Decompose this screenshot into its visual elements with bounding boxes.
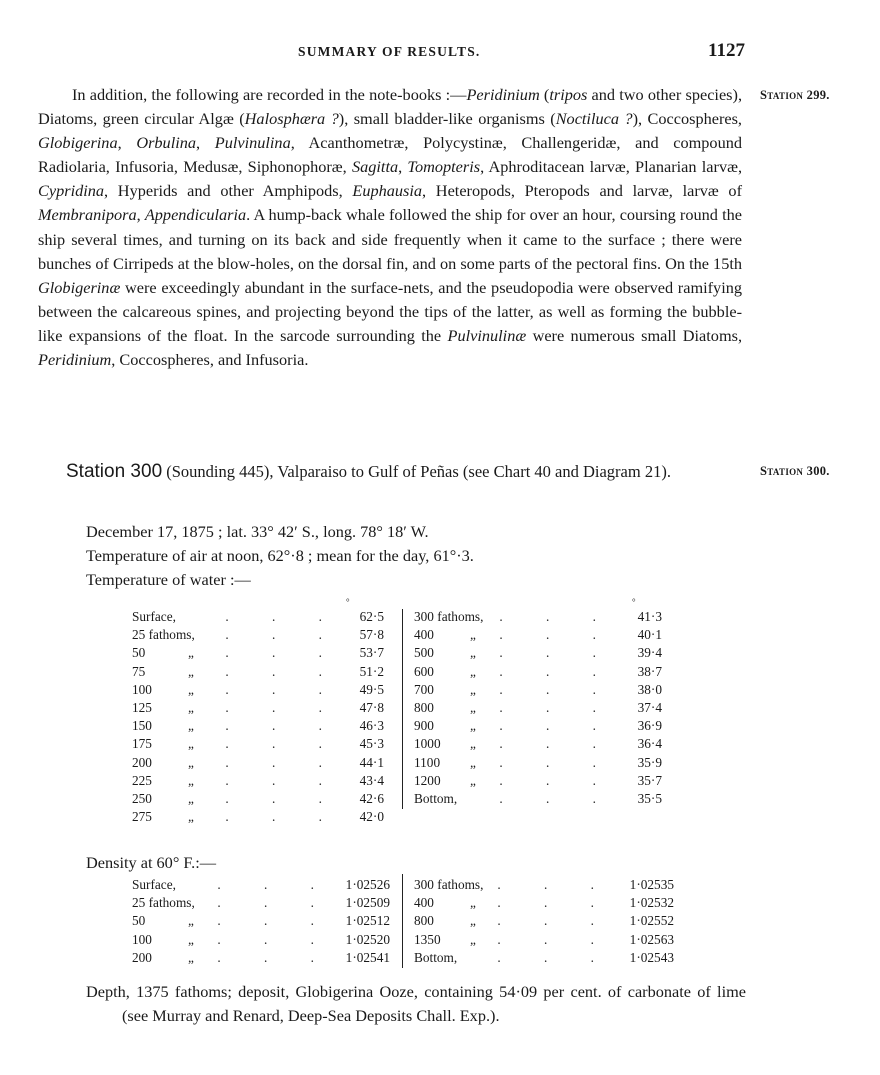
station-299-paragraph xyxy=(38,83,742,372)
depth-cell: 25 fathoms, xyxy=(132,627,195,643)
value-cell: 35·9 xyxy=(637,754,662,770)
leader-dots: . . . xyxy=(225,718,342,734)
value-cell: 1·02509 xyxy=(345,895,390,911)
depth-cell: 200 xyxy=(132,949,152,965)
leader-dots: . . . xyxy=(225,754,342,770)
leader-dots: . . . xyxy=(217,913,334,929)
leader-dots: . . . xyxy=(499,791,616,807)
ditto-cell: „ xyxy=(188,718,194,734)
depth-cell: Surface, xyxy=(132,609,176,624)
value-cell: 1·02541 xyxy=(345,949,390,965)
value-cell: 57·8 xyxy=(359,627,384,643)
date-position-line: December 17, 1875 ; lat. 33° 42′ S., long. 78° 18′ W. xyxy=(86,522,429,541)
depth-cell: 600 xyxy=(414,663,434,679)
leader-dots: . . . xyxy=(217,949,334,965)
depth-cell: 500 xyxy=(414,645,434,661)
value-cell: 49·5 xyxy=(359,681,384,697)
ditto-cell: „ xyxy=(188,700,194,716)
leader-dots: . . . xyxy=(217,931,334,947)
table-row xyxy=(414,754,662,772)
table-row xyxy=(414,644,662,662)
leader-dots: . . . xyxy=(225,681,342,697)
ditto-cell: „ xyxy=(470,700,476,716)
table-row xyxy=(414,699,662,717)
value-cell: 1·02552 xyxy=(629,913,674,929)
ditto-cell: „ xyxy=(188,736,194,752)
depth-cell: 250 xyxy=(132,791,152,807)
depth-cell: 25 fathoms, xyxy=(132,895,195,911)
depth-cell: Bottom, xyxy=(414,791,458,807)
ditto-cell: „ xyxy=(470,627,476,643)
leader-dots: . . . xyxy=(499,718,616,734)
depth-cell: Bottom, xyxy=(414,949,458,965)
value-cell: 1·02526 xyxy=(345,877,390,892)
value-cell: 38·0 xyxy=(637,681,662,697)
leader-dots: . . . xyxy=(499,772,616,788)
leader-dots: . . . xyxy=(499,663,616,679)
ditto-cell: „ xyxy=(188,809,194,825)
leader-dots: . . . xyxy=(225,663,342,679)
value-cell: 38·7 xyxy=(637,663,662,679)
value-cell: 1·02535 xyxy=(629,877,674,892)
leader-dots: . . . xyxy=(217,877,334,892)
value-cell: 39·4 xyxy=(637,645,662,661)
depth-cell: 150 xyxy=(132,718,152,734)
leader-dots: . . . xyxy=(225,791,342,807)
temperature-table-right xyxy=(414,608,662,808)
depth-cell: 1000 xyxy=(414,736,441,752)
value-cell: 35·5 xyxy=(637,791,662,807)
leader-dots: . . . xyxy=(497,949,614,965)
table-row xyxy=(414,894,674,912)
leader-dots: . . . xyxy=(497,895,614,911)
depth-cell: 300 fathoms, xyxy=(414,877,484,892)
table-row xyxy=(414,931,674,949)
value-cell: 43·4 xyxy=(359,772,384,788)
depth-cell: 300 fathoms, xyxy=(414,609,484,624)
leader-dots: . . . xyxy=(499,645,616,661)
leader-dots: . . . xyxy=(217,895,334,911)
depth-cell: 100 xyxy=(132,681,152,697)
value-cell: 42·6 xyxy=(359,791,384,807)
depth-cell: 400 xyxy=(414,627,434,643)
table-row xyxy=(414,912,674,930)
degree-mark-right: ° xyxy=(632,597,636,607)
ditto-cell: „ xyxy=(188,931,194,947)
density-table-right xyxy=(414,876,674,967)
depth-cell: 200 xyxy=(132,754,152,770)
leader-dots: . . . xyxy=(499,736,616,752)
leader-dots: . . . xyxy=(225,809,342,825)
station-300-heading xyxy=(38,460,742,484)
ditto-cell: „ xyxy=(470,772,476,788)
running-title: SUMMARY OF RESULTS. xyxy=(298,44,481,59)
table-row xyxy=(132,626,384,644)
table-row xyxy=(132,808,384,826)
ditto-cell: „ xyxy=(470,736,476,752)
table-row xyxy=(414,949,674,967)
leader-dots: . . . xyxy=(499,700,616,716)
leader-dots: . . . xyxy=(225,627,342,643)
ditto-cell: „ xyxy=(470,913,476,929)
value-cell: 44·1 xyxy=(359,754,384,770)
value-cell: 40·1 xyxy=(637,627,662,643)
depth-cell: 1350 xyxy=(414,931,441,947)
value-cell: 62·5 xyxy=(359,609,384,624)
leader-dots: . . . xyxy=(225,645,342,661)
depth-cell: 900 xyxy=(414,718,434,734)
leader-dots: . . . xyxy=(499,754,616,770)
ditto-cell: „ xyxy=(188,645,194,661)
margin-note-station-300: Station 300. xyxy=(760,464,830,478)
margin-note-station-299: Station 299. xyxy=(760,88,830,102)
leader-dots: . . . xyxy=(225,772,342,788)
table-row xyxy=(132,681,384,699)
depth-cell: 50 xyxy=(132,913,146,929)
depth-cell: 800 xyxy=(414,700,434,716)
value-cell: 41·3 xyxy=(637,609,662,624)
table-row xyxy=(414,717,662,735)
ditto-cell: „ xyxy=(188,949,194,965)
table-row xyxy=(132,876,390,894)
table-row xyxy=(132,790,384,808)
density-label: Density at 60° F.:— xyxy=(86,853,217,872)
table-row xyxy=(132,912,390,930)
leader-dots: . . . xyxy=(497,877,614,892)
table-row xyxy=(132,949,390,967)
ditto-cell: „ xyxy=(470,645,476,661)
table-row xyxy=(414,681,662,699)
table-row xyxy=(414,772,662,790)
value-cell: 1·02520 xyxy=(345,931,390,947)
leader-dots: . . . xyxy=(225,700,342,716)
ditto-cell: „ xyxy=(470,931,476,947)
page-number: 1127 xyxy=(708,40,745,61)
value-cell: 42·0 xyxy=(359,809,384,825)
value-cell: 1·02543 xyxy=(629,949,674,965)
table-row xyxy=(414,608,662,626)
leader-dots: . . . xyxy=(499,627,616,643)
ditto-cell: „ xyxy=(470,681,476,697)
table-row xyxy=(132,894,390,912)
value-cell: 47·8 xyxy=(359,700,384,716)
value-cell: 35·7 xyxy=(637,772,662,788)
page-header xyxy=(0,40,880,68)
depth-cell: 700 xyxy=(414,681,434,697)
ditto-cell: „ xyxy=(188,754,194,770)
value-cell: 45·3 xyxy=(359,736,384,752)
table-row xyxy=(132,644,384,662)
leader-dots: . . . xyxy=(497,931,614,947)
table-row xyxy=(414,626,662,644)
depth-cell: Surface, xyxy=(132,877,176,892)
value-cell: 37·4 xyxy=(637,700,662,716)
ditto-cell: „ xyxy=(470,895,476,911)
table-row xyxy=(414,663,662,681)
table-row xyxy=(132,931,390,949)
value-cell: 1·02512 xyxy=(345,913,390,929)
value-cell: 36·4 xyxy=(637,736,662,752)
table-row xyxy=(132,717,384,735)
depth-deposit-paragraph: Depth, 1375 fathoms; deposit, Globigerina Ooze, containing 54·09 per cent. of carbonate of lime (see Murray and Renard, Deep-Sea Deposits Chall. Exp.). xyxy=(86,982,746,1025)
depth-cell: 100 xyxy=(132,931,152,947)
depth-cell: 1200 xyxy=(414,772,441,788)
table-row xyxy=(132,663,384,681)
table-row xyxy=(132,772,384,790)
station-subtitle: (Sounding 445), Valparaiso to Gulf of Peñas (see Chart 40 and Diagram 21). xyxy=(162,462,671,481)
value-cell: 36·9 xyxy=(637,718,662,734)
leader-dots: . . . xyxy=(499,681,616,697)
leader-dots: . . . xyxy=(497,913,614,929)
temperature-table-left xyxy=(132,608,384,826)
density-table-left xyxy=(132,876,390,967)
ditto-cell: „ xyxy=(188,772,194,788)
depth-cell: 225 xyxy=(132,772,152,788)
air-temperature-line: Temperature of air at noon, 62°·8 ; mean for the day, 61°·3. xyxy=(86,546,474,565)
ditto-cell: „ xyxy=(470,663,476,679)
value-cell: 46·3 xyxy=(359,718,384,734)
depth-cell: 400 xyxy=(414,895,434,911)
depth-cell: 125 xyxy=(132,700,152,716)
ditto-cell: „ xyxy=(188,681,194,697)
leader-dots: . . . xyxy=(499,609,616,624)
table-row xyxy=(132,735,384,753)
ditto-cell: „ xyxy=(470,754,476,770)
value-cell: 1·02532 xyxy=(629,895,674,911)
ditto-cell: „ xyxy=(188,913,194,929)
depth-cell: 175 xyxy=(132,736,152,752)
table-row xyxy=(414,876,674,894)
table-row xyxy=(132,699,384,717)
table-row xyxy=(132,608,384,626)
depth-cell: 50 xyxy=(132,645,146,661)
water-temperature-label: Temperature of water :— xyxy=(86,570,251,589)
ditto-cell: „ xyxy=(188,663,194,679)
leader-dots: . . . xyxy=(225,609,342,624)
value-cell: 53·7 xyxy=(359,645,384,661)
station-title: Station 300 xyxy=(66,461,163,482)
ditto-cell: „ xyxy=(470,718,476,734)
value-cell: 51·2 xyxy=(359,663,384,679)
table-row xyxy=(414,735,662,753)
depth-cell: 1100 xyxy=(414,754,441,770)
value-cell: 1·02563 xyxy=(629,931,674,947)
table-row xyxy=(414,790,662,808)
table-row xyxy=(132,754,384,772)
depth-cell: 275 xyxy=(132,809,152,825)
body-paragraph: In addition, the following are recorded in the note-books :—Peridinium (tripos and two other species), Diatoms, green circular Algæ (Halosphæra ?), small bladder-like organisms (Noctiluca ?), Coccospheres, Globigerina, Orbulina, Pulvinulina, Acanthometræ, Polycystinæ, Challengeridæ, and compound Radiolaria, Infusoria, Medusæ, Siphonophoræ, Sagitta, Tomopteris, Aphroditacean larvæ, Planarian larvæ, Cypridina, Hyperids and other Amphipods, Euphausia, Heteropods, Pteropods and larvæ, larvæ of Membranipora, Appendicularia. A hump-back whale followed the ship for over an hour, coursing round the ship several times, and turning on its back and side frequently when it came to the surface ; there were bunches of Cirripeds at the blow-holes, on the dorsal fin, and on some parts of the pectoral fins. On the 15th Globigerinæ were exceedingly abundant in the surface-nets, and the pseudopodia were observed ramifying between the calcareous spines, and projecting beyond the tips of the latter, as well as forming the bubble-like expansions of the float. In the sarcode surrounding the Pulvinulinæ were numerous small Diatoms, Peridinium, Coccospheres, and Infusoria. xyxy=(38,85,743,370)
leader-dots: . . . xyxy=(225,736,342,752)
depth-cell: 75 xyxy=(132,663,146,679)
density-table-divider xyxy=(402,874,403,968)
temperature-table-divider xyxy=(402,609,403,809)
ditto-cell: „ xyxy=(188,791,194,807)
depth-cell: 800 xyxy=(414,913,434,929)
degree-mark-left: ° xyxy=(346,597,350,607)
